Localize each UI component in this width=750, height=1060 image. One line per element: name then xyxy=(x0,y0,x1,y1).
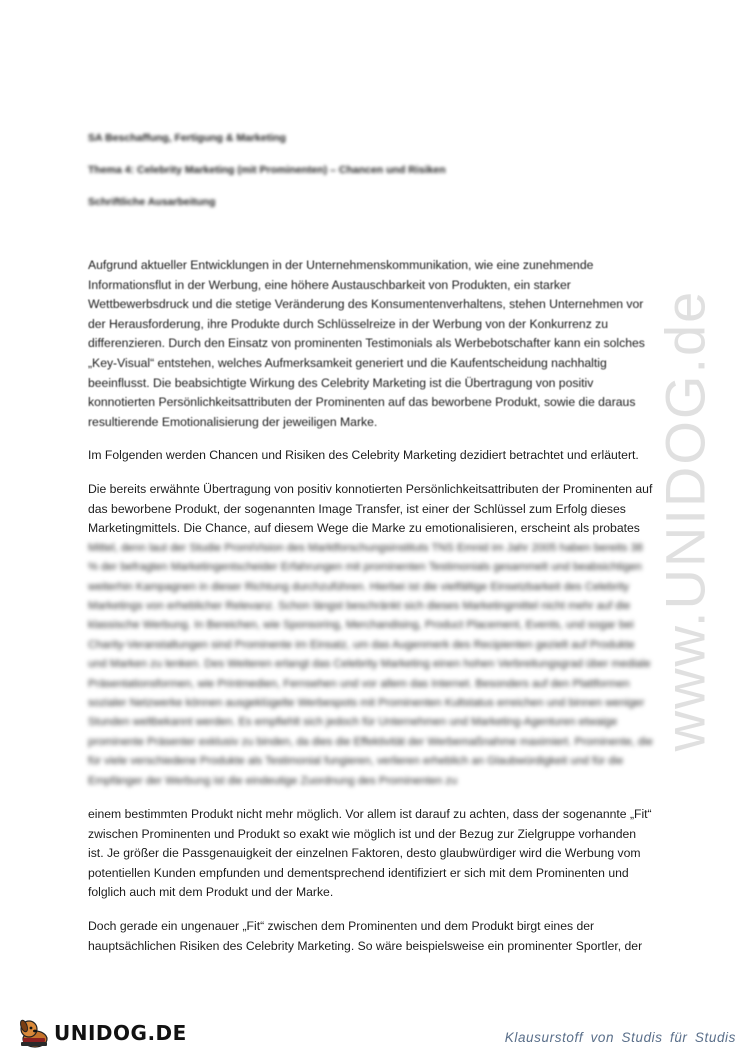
document-body xyxy=(88,256,654,970)
dog-logo-icon xyxy=(18,1017,52,1049)
paragraph-image-transfer xyxy=(88,480,654,903)
watermark-text: www.UNIDOG.de xyxy=(653,289,717,751)
paragraph-overview: Im Folgenden werden Chancen und Risiken des Celebrity Marketing dezidiert betrachtet und erläutert. xyxy=(88,448,639,463)
topic-line: Thema 4: Celebrity Marketing (mit Prominenten) – Chancen und Risiken xyxy=(88,164,446,176)
paragraph-risks: Doch gerade ein ungenauer „Fit“ zwischen dem Prominenten und dem Produkt birgt eines der hauptsächlichen Risiken des Celebrity Marketing. So wäre beispielsweise ein prominenter Sportler, der xyxy=(88,918,643,953)
brand-name: UNIDOG.DE xyxy=(54,1021,187,1045)
footer-slogan: Klausurstoff von Studis für Studis xyxy=(504,1030,736,1045)
footer-logo[interactable] xyxy=(18,1016,187,1050)
paragraph-intro: Aufgrund aktueller Entwicklungen in der Unternehmenskommunikation, wie eine zunehmende Informationsflut in der Werbung, eine höhere Austauschbarkeit von Produkten, ein starker Wettbewerbsdruck und die stetige Veränderung des Konsumentenverhaltens, stehen Unternehmen vor der Herausforderung, ihre Produkte durch Schlüsselreize in der Werbung von der Konkurrenz zu differenzieren. Durch den Einsatz von prominenten Testimonials als Werbebotschafter kann ein solches „Key-Visual“ entstehen, welches Aufmerksamkeit generiert und die Kaufentscheidung nachhaltig beeinflusst. Die beabsichtigte Wirkung des Celebrity Marketing ist die Übertragung von positiv konnotierten Persönlichkeitsattributen der Prominenten auf das beworbene Produkt, sowie die daraus resultierende Emotionalisierung der jeweiligen Marke. xyxy=(88,258,645,429)
paragraph-image-transfer-blurred: Mittel, denn laut der Studie PromiVision des Marktforschungsinstituts TNS Emnid im Jahr 2005 haben bereits 38 % der befragten Marketingentscheider Erfahrungen mit prominenten Testimonials gesammelt und beabsichtigen weiterhin Kampagnen in dieser Richtung durchzuführen. Hierbei ist die vielfältige Einsetzbarkeit des Celebrity Marketings von erheblicher Relevanz. Schon längst beschränkt sich dieses Marketingmittel nicht mehr auf die klassische Werbung. In Bereichen, wie Sponsoring, Merchandising, Product Placement, Events, und sogar bei Charity-Veranstaltungen sind Prominente im Einsatz, um das Augenmerk des Recipienten gezielt auf Produkte und Marken zu lenken. Des Weiteren erlangt das Celebrity Marketing einen hohen Verbreitungsgrad über mediale Präsentationsformen, wie Printmedien, Fernsehen und vor allem das Internet. Besonders auf den Plattformen sozialer Netzwerke können ausgeklügelte Werbespots mit Prominenten Kultstatus erreichen und binnen weniger Stunden weltbekannt werden. Es empfiehlt sich jedoch für Unternehmen und Marketing-Agenturen etwaige prominente Präsenter exklusiv zu binden, da dies die Effektivität der Werbemaßnahme maximiert. Prominente, die für viele verschiedene Produkte als Testimonial fungieren, verlieren erheblich an Glaubwürdigkeit und für die Empfänger der Werbung ist die eindeutige Zuordnung des Prominenten zu xyxy=(88,541,653,787)
document-type-line: Schriftliche Ausarbeitung xyxy=(88,196,216,208)
watermark xyxy=(640,285,730,755)
paragraph-image-transfer-visible: Die bereits erwähnte Übertragung von positiv konnotierten Persönlichkeitsattributen der Prominenten auf das beworbene Produkt, der sogenannten Image Transfer, ist einer der Schlüssel zum Erfolg dieses Marketingmittels. Die Chance, auf diesem Wege die Marke zu emotionalisieren, erscheint als probates xyxy=(88,481,653,536)
paragraph-image-transfer-end: einem bestimmten Produkt nicht mehr möglich. Vor allem ist darauf zu achten, dass der sogenannte „Fit“ zwischen Prominenten und Produkt so exakt wie möglich ist und der Bezug zur Zielgruppe vorhanden ist. Je größer die Passgenauigkeit der einzelnen Faktoren, desto glaubwürdiger wird die Werbung vom potentiellen Kunden empfunden und dementsprechend identifiziert er sich mit dem Prominenten und folglich auch mit dem Produkt und der Marke. xyxy=(88,807,652,900)
subject-line: SA Beschaffung, Fertigung & Marketing xyxy=(88,132,286,144)
